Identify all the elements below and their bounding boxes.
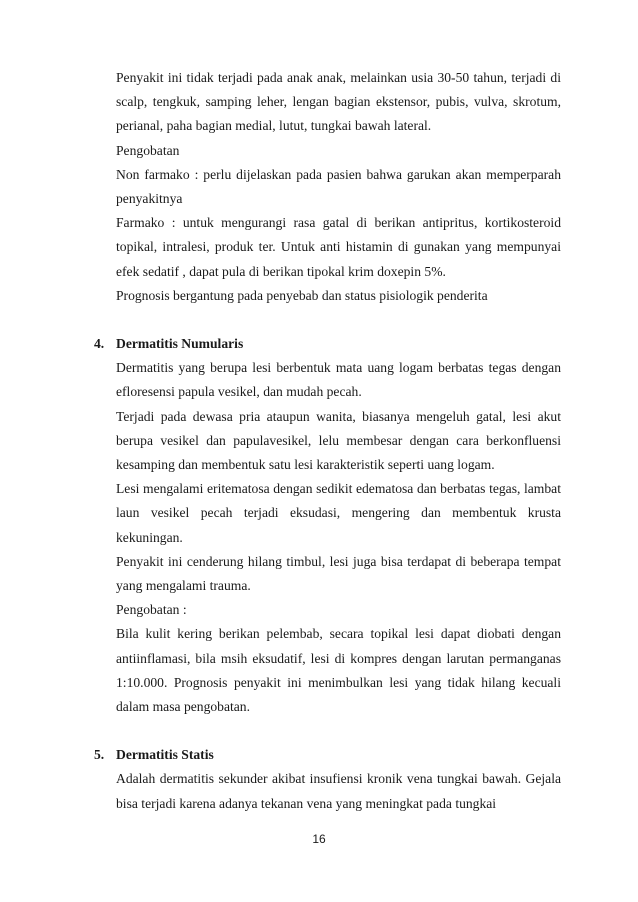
section-4-paragraph-1: Dermatitis yang berupa lesi berbentuk mata uang logam berbatas tegas dengan efloresensi papula vesikel, dan mudah pecah. [116,360,561,400]
intro-paragraph-2: Pengobatan [116,142,180,158]
section-4-paragraph-3: Lesi mengalami eritematosa dengan sedikit edematosa dan berbatas tegas, lambat laun vesikel pecah terjadi eksudasi, mengering dan membentuk krusta kekuningan. [116,481,561,545]
intro-paragraph-1: Penyakit ini tidak terjadi pada anak anak, melainkan usia 30-50 tahun, terjadi di scalp, tengkuk, samping leher, lengan bagian ekstensor, pubis, vulva, skrotum, perianal, paha bagian medial, lutut, tungkai bawah lateral. [116,70,561,134]
section-4-paragraph-2: Terjadi pada dewasa pria ataupun wanita, biasanya mengeluh gatal, lesi akut berupa vesikel dan papulavesikel, lelu membesar dengan cara berkonfluensi kesamping dan membentuk satu lesi karakteristik seperti uang logam. [116,408,561,473]
section-4-heading [94,332,561,356]
section-5-paragraph-1: Adalah dermatitis sekunder akibat insufiensi kronik vena tungkai bawah. Gejala bisa terjadi karena adanya tekanan vena yang meningkat pada tungkai [116,771,561,811]
section-4-number: 4. [94,336,105,352]
intro-paragraph-4: Farmako : untuk mengurangi rasa gatal di berikan antipritus, kortikosteroid topikal, intralesi, produk ter. Untuk anti histamin di gunakan yang mempunyai efek sedatif , dapat pula di berikan tipokal krim doxepin 5%. [116,215,561,279]
page-content [94,66,561,816]
intro-paragraph-3: Non farmako : perlu dijelaskan pada pasien bahwa garukan akan memperparah penyakitnya [116,166,561,207]
section-4-paragraph-5: Pengobatan : [116,602,187,618]
intro-paragraph-5: Prognosis bergantung pada penyebab dan status pisiologik penderita [116,287,488,303]
section-5-title: Dermatitis Statis [116,747,214,763]
section-spacer [116,719,561,743]
section-4-paragraph-6: Bila kulit kering berikan pelembab, secara topikal lesi dapat diobati dengan antiinflamasi, bila msih eksudatif, lesi di kompres dengan larutan permanganas 1:10.000. Prognosis penyakit ini menimbulkan lesi yang tidak hilang kecuali dalam masa pengobatan. [116,626,561,715]
section-5-number: 5. [94,747,105,763]
page-number: 16 [312,832,326,846]
section-spacer [116,308,561,332]
section-5-heading [94,743,561,767]
section-4-title: Dermatitis Numularis [116,336,244,352]
section-4-paragraph-4: Penyakit ini cenderung hilang timbul, lesi juga bisa terdapat di beberapa tempat yang mengalami trauma. [116,553,561,594]
